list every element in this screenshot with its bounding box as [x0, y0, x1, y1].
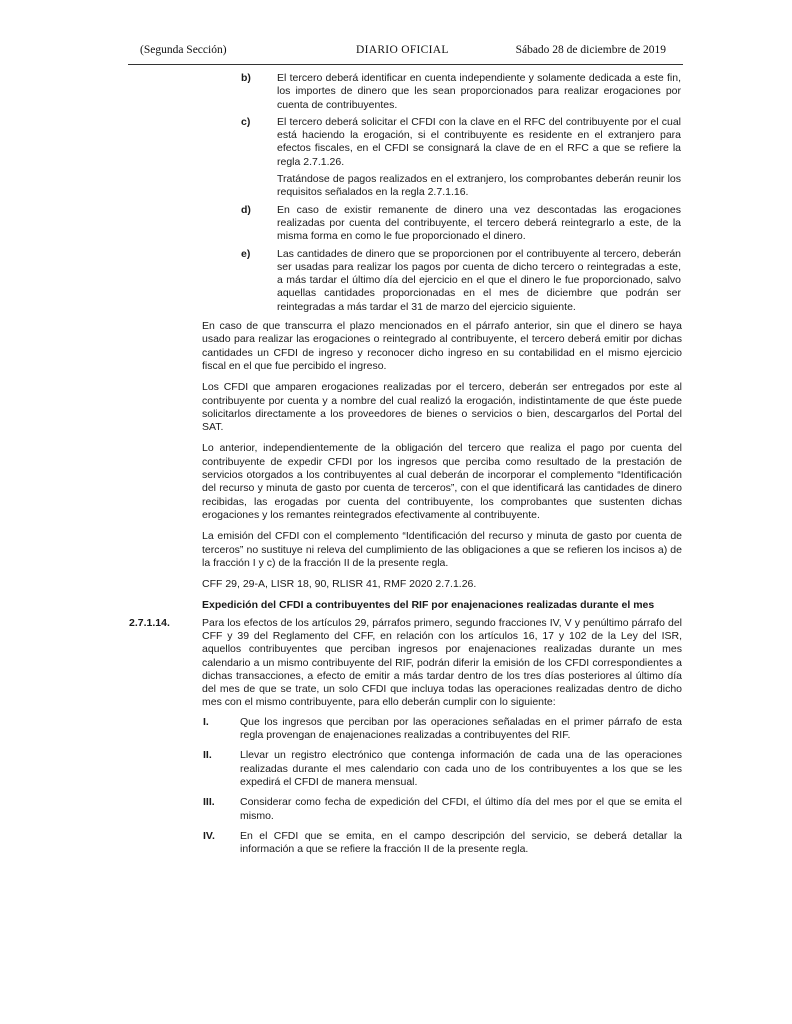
item-text: El tercero deberá identificar en cuenta independiente y solamente dedicada a este fin, los importes de dinero que les sean proporcionados para realizar erogaciones por cuenta de contribuyentes.	[277, 72, 681, 111]
rule-number: 2.7.1.14.	[129, 616, 170, 629]
item-label: d)	[241, 203, 251, 216]
header-publication: DIARIO OFICIAL	[356, 44, 449, 56]
paragraph-4: La emisión del CFDI con el complemento “Identificación del recurso y minuta de gasto por cuenta de terceros” no sustituye ni releva del cumplimiento de las obligaciones a que se refieren los incisos a) de la fracción I y c) de la fracción II de la presente regla.	[202, 530, 682, 569]
item-text: El tercero deberá solicitar el CFDI con la clave en el RFC del contribuyente por el cual está haciendo la erogación, si el contribuyente es residente en el extranjero para efectos fiscales, en el CFDI se consignará la clave de en el RFC a que se refiere la regla 2.7.1.26.	[277, 115, 681, 168]
rule-text: Para los efectos de los artículos 29, párrafos primero, segundo fracciones IV, V y penúltimo párrafo del CFF y 39 del Reglamento del CFF, en relación con los artículos 16, 17 y 102 de la Ley del ISR, aquellos contribuyentes que perciban ingresos por enajenaciones realizadas durante un mes calendario a un mismo contribuyente del RIF, podrán diferir la emisión de los CFDI correspondientes a dichas transacciones, a efecto de emitir a más tardar dentro de los tres días posteriores al último día del mes de que se trate, un solo CFDI que incluya todas las operaciones realizadas dentro de dicho mes con el mismo contribuyente, para ello deberán cumplir con lo siguiente:	[202, 616, 682, 709]
page-content	[0, 72, 792, 860]
legal-references: CFF 29, 29-A, LISR 18, 90, RLISR 41, RMF 2020 2.7.1.26.	[202, 578, 477, 591]
list-item-c	[0, 116, 792, 169]
list-item-note	[0, 173, 792, 200]
item-label: I.	[203, 715, 209, 728]
paragraph-2: Los CFDI que amparen erogaciones realizadas por el tercero, deberán ser entregados por este al contribuyente por cuenta y a nombre del cual realizó la erogación, indistintamente de que éste puede solicitarlos directamente a los proveedores de bienes o servicios o bien, descargarlos del Portal del SAT.	[202, 381, 682, 434]
item-note-text: Tratándose de pagos realizados en el extranjero, los comprobantes deberán reunir los requisitos señalados en la regla 2.7.1.16.	[277, 173, 681, 199]
item-text: Que los ingresos que perciban por las operaciones señaladas en el primer párrafo de esta regla provengan de enajenaciones realizadas a contribuyentes del RIF.	[240, 715, 682, 742]
list-item-roman-1	[0, 716, 792, 743]
list-item-roman-4	[0, 830, 792, 857]
list-item-d	[0, 204, 792, 244]
list-item-e	[0, 248, 792, 314]
section-title: Expedición del CFDI a contribuyentes del RIF por enajenaciones realizadas durante el mes	[202, 599, 655, 612]
header-section: (Segunda Sección)	[140, 44, 227, 56]
item-label: c)	[241, 115, 251, 128]
item-text: Las cantidades de dinero que se proporcionen por el contribuyente al tercero, deberán ser usadas para realizar los pagos por cuenta de dicho tercero o reintegradas a este, a más tardar el último día del ejercicio en el que el dinero le fue proporcionado, salvo aquellas cantidades proporcionadas en el mes de diciembre que podrán ser reintegradas a más tardar el 31 de marzo del ejercicio siguiente.	[277, 247, 681, 313]
paragraph-3: Lo anterior, independientemente de la obligación del tercero que realiza el pago por cuenta del contribuyente de expedir CFDI por los ingresos que perciba como resultado de la prestación de servicios otorgados a los contribuyentes al cual deberán de incorporar el complemento “Identificación del recurso y minuta de gasto por cuenta de terceros”, con el que identificará las cantidades de dinero recibidas, las erogadas por cuenta del contribuyente, los comprobantes que sustenten dichas erogaciones y los remantes reintegrados efectivamente al contribuyente.	[202, 442, 682, 521]
list-item-roman-3	[0, 796, 792, 823]
list-item-roman-2	[0, 749, 792, 789]
header-rule	[128, 64, 683, 65]
list-item-b	[0, 72, 792, 112]
item-text: En caso de existir remanente de dinero una vez descontadas las erogaciones realizadas por cuenta del contribuyente, el tercero deberá reintegrarlo a este, de la misma forma en como le fue proporcionado el dinero.	[277, 203, 681, 243]
item-label: II.	[203, 749, 212, 762]
item-text: Considerar como fecha de expedición del CFDI, el último día del mes por el que se emita el mismo.	[240, 796, 682, 822]
header-date: Sábado 28 de diciembre de 2019	[515, 44, 666, 56]
item-label: IV.	[203, 829, 215, 842]
page-header	[128, 44, 680, 62]
item-text: En el CFDI que se emita, en el campo descripción del servicio, se deberá detallar la información a que se refiere la fracción II de la presente regla.	[240, 829, 682, 856]
item-label: III.	[203, 796, 215, 809]
item-text: Llevar un registro electrónico que contenga información de cada una de las operaciones realizadas durante el mes calendario con cada uno de los contribuyentes a los que se les expedirá el CFDI de manera mensual.	[240, 749, 682, 788]
paragraph-1: En caso de que transcurra el plazo mencionados en el párrafo anterior, sin que el dinero se haya usado para realizar las erogaciones o reintegrado al contribuyente, el tercero deberá emitir por dichas cantidades un CFDI de ingreso y reconocer dicho ingreso en su contabilidad en el mismo ejercicio fiscal en el que fue percibido el ingreso.	[202, 320, 682, 372]
item-label: e)	[241, 247, 251, 260]
item-label: b)	[241, 72, 251, 84]
rule-2-7-1-14	[0, 617, 792, 710]
